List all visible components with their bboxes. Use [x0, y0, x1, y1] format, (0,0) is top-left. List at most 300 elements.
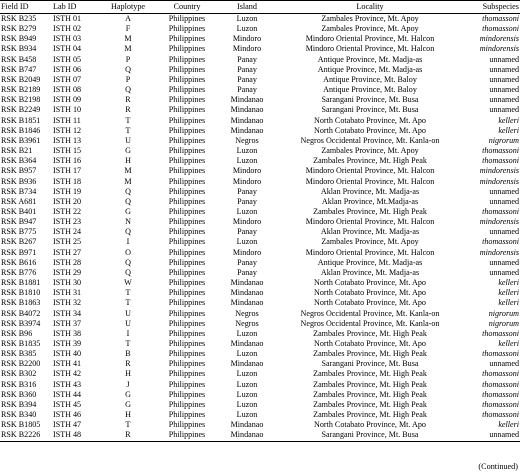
subspecies-cell: thomassoni — [482, 328, 519, 338]
island-cell: Mindanao — [230, 125, 264, 135]
island-cell: Mindanao — [230, 115, 264, 125]
field-id-cell: RSK B3974 — [1, 318, 41, 328]
haplotype-cell: I — [126, 328, 130, 338]
locality-cell: North Cotabato Province, Mt. Apo — [314, 278, 426, 288]
island-cell: Luzon — [236, 349, 258, 359]
haplotype-cell: R — [98, 430, 158, 441]
subspecies-cell: kelleri — [498, 420, 519, 430]
table-row — [0, 278, 520, 288]
header-lab-id: Lab ID — [52, 1, 98, 14]
island-cell: Luzon — [236, 379, 258, 389]
field-id-cell: RSK B2249 — [1, 105, 41, 115]
country-cell: Philippines — [168, 308, 206, 318]
island-cell: Negros — [235, 318, 259, 328]
haplotype-cell: P — [125, 74, 131, 84]
locality-cell: Zambales Province, Mt. Apoy — [321, 146, 419, 156]
table-row — [0, 65, 520, 75]
lab-id-cell: ISTH 03 — [53, 34, 82, 44]
country-cell: Philippines — [168, 257, 206, 267]
subspecies-cell: unnamed — [489, 359, 519, 369]
lab-id-cell: ISTH 24 — [53, 227, 82, 237]
locality-cell: Zambales Province, Mt. High Peak — [313, 206, 427, 216]
header-island: Island — [216, 1, 278, 14]
country-cell: Philippines — [168, 196, 206, 206]
country-cell: Philippines — [168, 298, 206, 308]
table-row — [0, 197, 520, 207]
country-cell: Philippines — [168, 146, 206, 156]
haplotype-cell: U — [125, 318, 131, 328]
table-row — [0, 95, 520, 105]
locality-cell: North Cotabato Province, Mt. Apo — [314, 420, 426, 430]
haplotype-cell: R — [125, 359, 131, 369]
island-cell: Luzon — [236, 369, 258, 379]
island-cell: Mindanao — [230, 95, 264, 105]
haplotype-cell: R — [125, 105, 131, 115]
country-cell: Philippines — [168, 288, 206, 298]
locality-cell: Antique Province, Mt. Baloy — [323, 85, 417, 95]
lab-id-cell: ISTH 40 — [53, 349, 82, 359]
table-row — [0, 349, 520, 359]
lab-id-cell: ISTH 19 — [53, 186, 82, 196]
country-cell: Philippines — [168, 156, 206, 166]
island-cell: Negros — [235, 135, 259, 145]
lab-id-cell: ISTH 30 — [53, 278, 82, 288]
table-row — [0, 268, 520, 278]
field-id-cell: RSK B302 — [1, 369, 37, 379]
haplotype-cell: J — [126, 379, 130, 389]
country-cell: Philippines — [168, 359, 206, 369]
locality-cell: Sarangani Province, Mt. Busa — [321, 105, 419, 115]
haplotype-cell: Q — [125, 85, 131, 95]
locality-cell: North Cotabato Province, Mt. Apo — [314, 339, 426, 348]
locality-cell: North Cotabato Province, Mt. Apo — [314, 125, 426, 135]
field-id-cell: RSK B235 — [1, 14, 37, 23]
island-cell: Panay — [237, 64, 257, 74]
haplotype-cell: U — [125, 308, 131, 318]
country-cell: Philippines — [168, 247, 206, 257]
subspecies-cell: mindorensis — [479, 247, 519, 257]
locality-cell: North Cotabato Province, Mt. Apo — [314, 298, 426, 308]
island-cell: Mindanao — [230, 339, 264, 348]
country-cell: Philippines — [168, 267, 206, 277]
subspecies-cell: thomassoni — [482, 389, 519, 399]
locality-cell: Negros Occidental Province, Mt. Kanla-on — [300, 135, 440, 145]
table-row — [0, 166, 520, 176]
field-id-cell: RSK B340 — [1, 410, 37, 420]
table-row — [0, 44, 520, 54]
field-id-cell: RSK B971 — [1, 247, 37, 257]
field-id-cell: RSK B1835 — [1, 339, 41, 348]
country-cell: Philippines — [168, 186, 206, 196]
island-cell: Luzon — [236, 206, 258, 216]
subspecies-cell: thomassoni — [482, 24, 519, 34]
island-cell: Luzon — [236, 24, 258, 34]
subspecies-cell: unnamed — [489, 227, 519, 237]
island-cell: Panay — [237, 267, 257, 277]
lab-id-cell: ISTH 42 — [53, 369, 82, 379]
lab-id-cell: ISTH 07 — [53, 74, 82, 84]
subspecies-cell: unnamed — [489, 64, 519, 74]
field-id-cell: RSK B316 — [1, 379, 37, 389]
subspecies-cell: kelleri — [498, 339, 519, 348]
country-cell: Philippines — [168, 125, 206, 135]
country-cell: Philippines — [168, 339, 206, 348]
island-cell: Luzon — [236, 156, 258, 166]
haplotype-cell: M — [124, 44, 132, 54]
country-cell: Philippines — [168, 85, 206, 95]
locality-cell: Zambales Province, Mt. Apoy — [321, 24, 419, 34]
continued-note: (Continued) — [478, 462, 518, 471]
country-cell: Philippines — [168, 420, 206, 430]
table-row — [0, 146, 520, 156]
island-cell: Negros — [235, 308, 259, 318]
field-id-cell: RSK B747 — [1, 64, 37, 74]
subspecies-cell: kelleri — [498, 125, 519, 135]
country-cell: Philippines — [168, 237, 206, 247]
island-cell: Luzon — [236, 410, 258, 420]
field-id-cell: RSK B936 — [1, 176, 37, 186]
country-cell: Philippines — [168, 64, 206, 74]
lab-id-cell: ISTH 13 — [53, 135, 82, 145]
table-row — [0, 177, 520, 187]
island-cell: Mindanao — [230, 420, 264, 430]
field-id-cell: RSK B616 — [1, 257, 37, 267]
haplotype-cell: Q — [125, 267, 131, 277]
subspecies-cell: kelleri — [498, 278, 519, 288]
lab-id-cell: ISTH 37 — [53, 318, 82, 328]
subspecies-cell: unnamed — [489, 105, 519, 115]
locality-cell: Sarangani Province, Mt. Busa — [321, 359, 419, 369]
haplotype-cell: F — [125, 24, 131, 34]
field-id-cell: RSK B385 — [1, 349, 37, 359]
island-cell: Mindoro — [232, 247, 262, 257]
table-row — [0, 126, 520, 136]
table-row — [0, 288, 520, 298]
table-row — [0, 390, 520, 400]
subspecies-cell: unnamed — [489, 85, 519, 95]
table-row — [0, 420, 520, 430]
header-subspecies: Subspecies — [462, 1, 520, 14]
country-cell: Philippines — [158, 430, 216, 441]
field-id-cell: RSK B267 — [1, 237, 37, 247]
field-id-cell: RSK B364 — [1, 156, 37, 166]
header-locality: Locality — [278, 1, 462, 14]
subspecies-cell: unnamed — [489, 257, 519, 267]
lab-id-cell: ISTH 46 — [53, 410, 82, 420]
lab-id-cell: ISTH 02 — [53, 24, 82, 34]
island-cell: Panay — [237, 257, 257, 267]
field-id-cell: RSK B775 — [1, 227, 37, 237]
subspecies-cell: thomassoni — [482, 410, 519, 420]
haplotype-cell: R — [125, 95, 131, 105]
lab-id-cell: ISTH 29 — [53, 267, 82, 277]
table-row — [0, 298, 520, 308]
subspecies-cell: nigrorum — [488, 308, 519, 318]
table-body — [0, 14, 520, 442]
field-id-cell: RSK B279 — [1, 24, 37, 34]
field-id-cell: RSK B1846 — [1, 125, 41, 135]
island-cell: Luzon — [236, 389, 258, 399]
table-row — [0, 400, 520, 410]
haplotype-cell: Q — [125, 186, 131, 196]
country-cell: Philippines — [168, 217, 206, 227]
island-cell: Mindoro — [232, 217, 262, 227]
subspecies-cell: thomassoni — [482, 14, 519, 23]
field-id-cell: RSK B21 — [1, 146, 33, 156]
subspecies-cell: mindorensis — [479, 34, 519, 44]
locality-cell: Zambales Province, Mt. High Peak — [313, 369, 427, 379]
field-id-cell: RSK B2226 — [0, 430, 52, 441]
table-row — [0, 207, 520, 217]
lab-id-cell: ISTH 20 — [53, 196, 82, 206]
haplotype-cell: T — [125, 339, 131, 348]
locality-cell: Mindoro Oriental Province, Mt. Halcon — [305, 34, 435, 44]
table-row — [0, 430, 520, 441]
island-cell: Luzon — [236, 237, 258, 247]
locality-cell: Antique Province, Mt. Madja-as — [317, 64, 423, 74]
country-cell: Philippines — [168, 318, 206, 328]
haplotype-cell: H — [125, 156, 131, 166]
country-cell: Philippines — [168, 278, 206, 288]
subspecies-cell: kelleri — [498, 298, 519, 308]
country-cell: Philippines — [168, 399, 206, 409]
locality-cell: Aklan Province, Mt. Madja-as — [320, 186, 420, 196]
lab-id-cell: ISTH 27 — [53, 247, 82, 257]
table-row — [0, 85, 520, 95]
field-id-cell: RSK B1863 — [1, 298, 41, 308]
country-cell: Philippines — [168, 206, 206, 216]
country-cell: Philippines — [168, 115, 206, 125]
haplotype-cell: G — [125, 399, 131, 409]
lab-id-cell: ISTH 34 — [53, 308, 82, 318]
haplotype-cell: P — [125, 54, 131, 64]
lab-id-cell: ISTH 48 — [52, 430, 98, 441]
country-cell: Philippines — [168, 24, 206, 34]
lab-id-cell: ISTH 23 — [53, 217, 82, 227]
locality-cell: Zambales Province, Mt. High Peak — [313, 379, 427, 389]
locality-cell: Zambales Province, Mt. High Peak — [313, 156, 427, 166]
island-cell: Mindoro — [232, 44, 262, 54]
country-cell: Philippines — [168, 44, 206, 54]
island-cell: Panay — [237, 54, 257, 64]
country-cell: Philippines — [168, 176, 206, 186]
island-cell: Mindanao — [230, 298, 264, 308]
locality-cell: Antique Province, Mt. Baloy — [323, 74, 417, 84]
subspecies-cell: nigrorum — [488, 318, 519, 328]
subspecies-cell: thomassoni — [482, 379, 519, 389]
country-cell: Philippines — [168, 389, 206, 399]
field-id-cell: RSK A681 — [1, 196, 37, 206]
country-cell: Philippines — [168, 135, 206, 145]
locality-cell: Zambales Province, Mt. Apoy — [321, 237, 419, 247]
locality-cell: Zambales Province, Mt. High Peak — [313, 389, 427, 399]
haplotype-cell: T — [125, 298, 131, 308]
lab-id-cell: ISTH 05 — [53, 54, 82, 64]
field-id-cell: RSK B957 — [1, 166, 37, 176]
locality-cell: Mindoro Oriental Province, Mt. Halcon — [305, 44, 435, 54]
haplotype-cell: O — [125, 247, 131, 257]
field-id-cell: RSK B401 — [1, 206, 37, 216]
haplotype-cell: Q — [125, 227, 131, 237]
subspecies-cell: nigrorum — [488, 135, 519, 145]
table-row — [0, 329, 520, 339]
table-row — [0, 339, 520, 349]
subspecies-cell: thomassoni — [482, 349, 519, 359]
subspecies-cell: mindorensis — [479, 44, 519, 54]
island-cell: Panay — [237, 196, 257, 206]
haplotype-cell: H — [125, 410, 131, 420]
country-cell: Philippines — [168, 410, 206, 420]
country-cell: Philippines — [168, 227, 206, 237]
subspecies-cell: unnamed — [489, 74, 519, 84]
locality-cell: Negros Occidental Province, Mt. Kanla-on — [300, 308, 440, 318]
subspecies-cell: thomassoni — [482, 237, 519, 247]
haplotype-cell: G — [125, 389, 131, 399]
haplotype-cell: T — [125, 420, 131, 430]
locality-cell: Negros Occidental Province, Mt. Kanla-on — [300, 318, 440, 328]
header-country: Country — [158, 1, 216, 14]
table-row — [0, 105, 520, 115]
field-id-cell: RSK B2200 — [1, 359, 41, 369]
field-id-cell: RSK B2049 — [1, 74, 41, 84]
haplotype-cell: A — [125, 14, 131, 23]
locality-cell: Zambales Province, Mt. High Peak — [313, 349, 427, 359]
field-id-cell: RSK B2198 — [1, 95, 41, 105]
table-row — [0, 116, 520, 126]
field-id-cell: RSK B1810 — [1, 288, 41, 298]
table-row — [0, 156, 520, 166]
haplotype-cell: M — [124, 176, 132, 186]
haplotype-cell: G — [125, 206, 131, 216]
island-cell: Luzon — [236, 146, 258, 156]
field-id-cell: RSK B394 — [1, 399, 37, 409]
haplotype-cell: M — [124, 166, 132, 176]
field-id-cell: RSK B458 — [1, 54, 37, 64]
island-cell: Luzon — [236, 399, 258, 409]
lab-id-cell: ISTH 32 — [53, 298, 82, 308]
locality-cell: Antique Province, Mt. Madja-as — [317, 257, 423, 267]
locality-cell: Zambales Province, Mt. High Peak — [313, 410, 427, 420]
locality-cell: Mindoro Oriental Province, Mt. Halcon — [305, 247, 435, 257]
lab-id-cell: ISTH 09 — [53, 95, 82, 105]
haplotype-cell: H — [125, 369, 131, 379]
field-id-cell: RSK B1851 — [1, 115, 41, 125]
lab-id-cell: ISTH 41 — [53, 359, 82, 369]
locality-cell: Mindoro Oriental Province, Mt. Halcon — [305, 176, 435, 186]
field-id-cell: RSK B734 — [1, 186, 37, 196]
lab-id-cell: ISTH 06 — [53, 64, 82, 74]
locality-cell: Aklan Province, Mt. Madja-as — [320, 267, 420, 277]
island-cell: Luzon — [236, 328, 258, 338]
lab-id-cell: ISTH 38 — [53, 328, 82, 338]
table-row — [0, 319, 520, 329]
header-field-id: Field ID — [0, 1, 52, 14]
lab-id-cell: ISTH 10 — [53, 105, 82, 115]
field-id-cell: RSK B2189 — [1, 85, 41, 95]
country-cell: Philippines — [168, 369, 206, 379]
subspecies-cell: unnamed — [489, 95, 519, 105]
island-cell: Panay — [237, 186, 257, 196]
subspecies-cell: thomassoni — [482, 206, 519, 216]
lab-id-cell: ISTH 22 — [53, 206, 82, 216]
locality-cell: Aklan Province, Mt. Madja-as — [320, 227, 420, 237]
lab-id-cell: ISTH 08 — [53, 85, 82, 95]
table-row — [0, 359, 520, 369]
haplotype-cell: B — [125, 349, 131, 359]
subspecies-cell: unnamed — [489, 267, 519, 277]
lab-id-cell: ISTH 28 — [53, 257, 82, 267]
lab-id-cell: ISTH 15 — [53, 146, 82, 156]
country-cell: Philippines — [168, 379, 206, 389]
lab-id-cell: ISTH 43 — [53, 379, 82, 389]
island-cell: Mindanao — [230, 288, 264, 298]
lab-id-cell: ISTH 31 — [53, 288, 82, 298]
haplotype-cell: I — [126, 237, 130, 247]
lab-id-cell: ISTH 11 — [53, 115, 81, 125]
table-row — [0, 55, 520, 65]
lab-id-cell: ISTH 39 — [53, 339, 82, 348]
haplotype-cell: T — [125, 115, 131, 125]
locality-cell: Mindoro Oriental Province, Mt. Halcon — [305, 166, 435, 176]
lab-id-cell: ISTH 01 — [53, 14, 82, 23]
table-row — [0, 136, 520, 146]
lab-id-cell: ISTH 25 — [53, 237, 82, 247]
subspecies-cell: thomassoni — [482, 399, 519, 409]
header-haplotype: Haplotype — [98, 1, 158, 14]
island-cell: Panay — [237, 227, 257, 237]
locality-cell: Sarangani Province, Mt. Busa — [321, 95, 419, 105]
lab-id-cell: ISTH 44 — [53, 389, 82, 399]
country-cell: Philippines — [168, 95, 206, 105]
lab-id-cell: ISTH 47 — [53, 420, 82, 430]
country-cell: Philippines — [168, 34, 206, 44]
locality-cell: Aklan Province, Mt.Madja-as — [321, 196, 419, 206]
lab-id-cell: ISTH 12 — [53, 125, 82, 135]
locality-cell: Zambales Province, Mt. Apoy — [321, 14, 419, 23]
haplotype-cell: M — [124, 34, 132, 44]
field-id-cell: RSK B776 — [1, 267, 37, 277]
table-row — [0, 369, 520, 379]
haplotype-cell: W — [124, 278, 132, 288]
subspecies-cell: unnamed — [462, 430, 520, 441]
haplotype-cell: Q — [125, 64, 131, 74]
field-id-cell: RSK B949 — [1, 34, 37, 44]
table-row — [0, 24, 520, 34]
island-cell: Panay — [237, 74, 257, 84]
table-row — [0, 237, 520, 247]
island-cell: Mindanao — [216, 430, 278, 441]
subspecies-cell: mindorensis — [479, 217, 519, 227]
haplotype-cell: U — [125, 135, 131, 145]
country-cell: Philippines — [168, 166, 206, 176]
field-id-cell: RSK B4072 — [1, 308, 41, 318]
haplotype-cell: G — [125, 146, 131, 156]
haplotype-cell: Q — [125, 257, 131, 267]
locality-cell: Zambales Province, Mt. High Peak — [313, 399, 427, 409]
country-cell: Philippines — [168, 349, 206, 359]
island-cell: Mindanao — [230, 359, 264, 369]
subspecies-cell: mindorensis — [479, 166, 519, 176]
locality-cell: Antique Province, Mt. Madja-as — [317, 54, 423, 64]
subspecies-cell: thomassoni — [482, 156, 519, 166]
country-cell: Philippines — [168, 14, 206, 23]
table-row — [0, 227, 520, 237]
lab-id-cell: ISTH 16 — [53, 156, 82, 166]
table-row — [0, 380, 520, 390]
table-row — [0, 14, 520, 25]
haplotype-cell: T — [125, 288, 131, 298]
subspecies-cell: mindorensis — [479, 176, 519, 186]
